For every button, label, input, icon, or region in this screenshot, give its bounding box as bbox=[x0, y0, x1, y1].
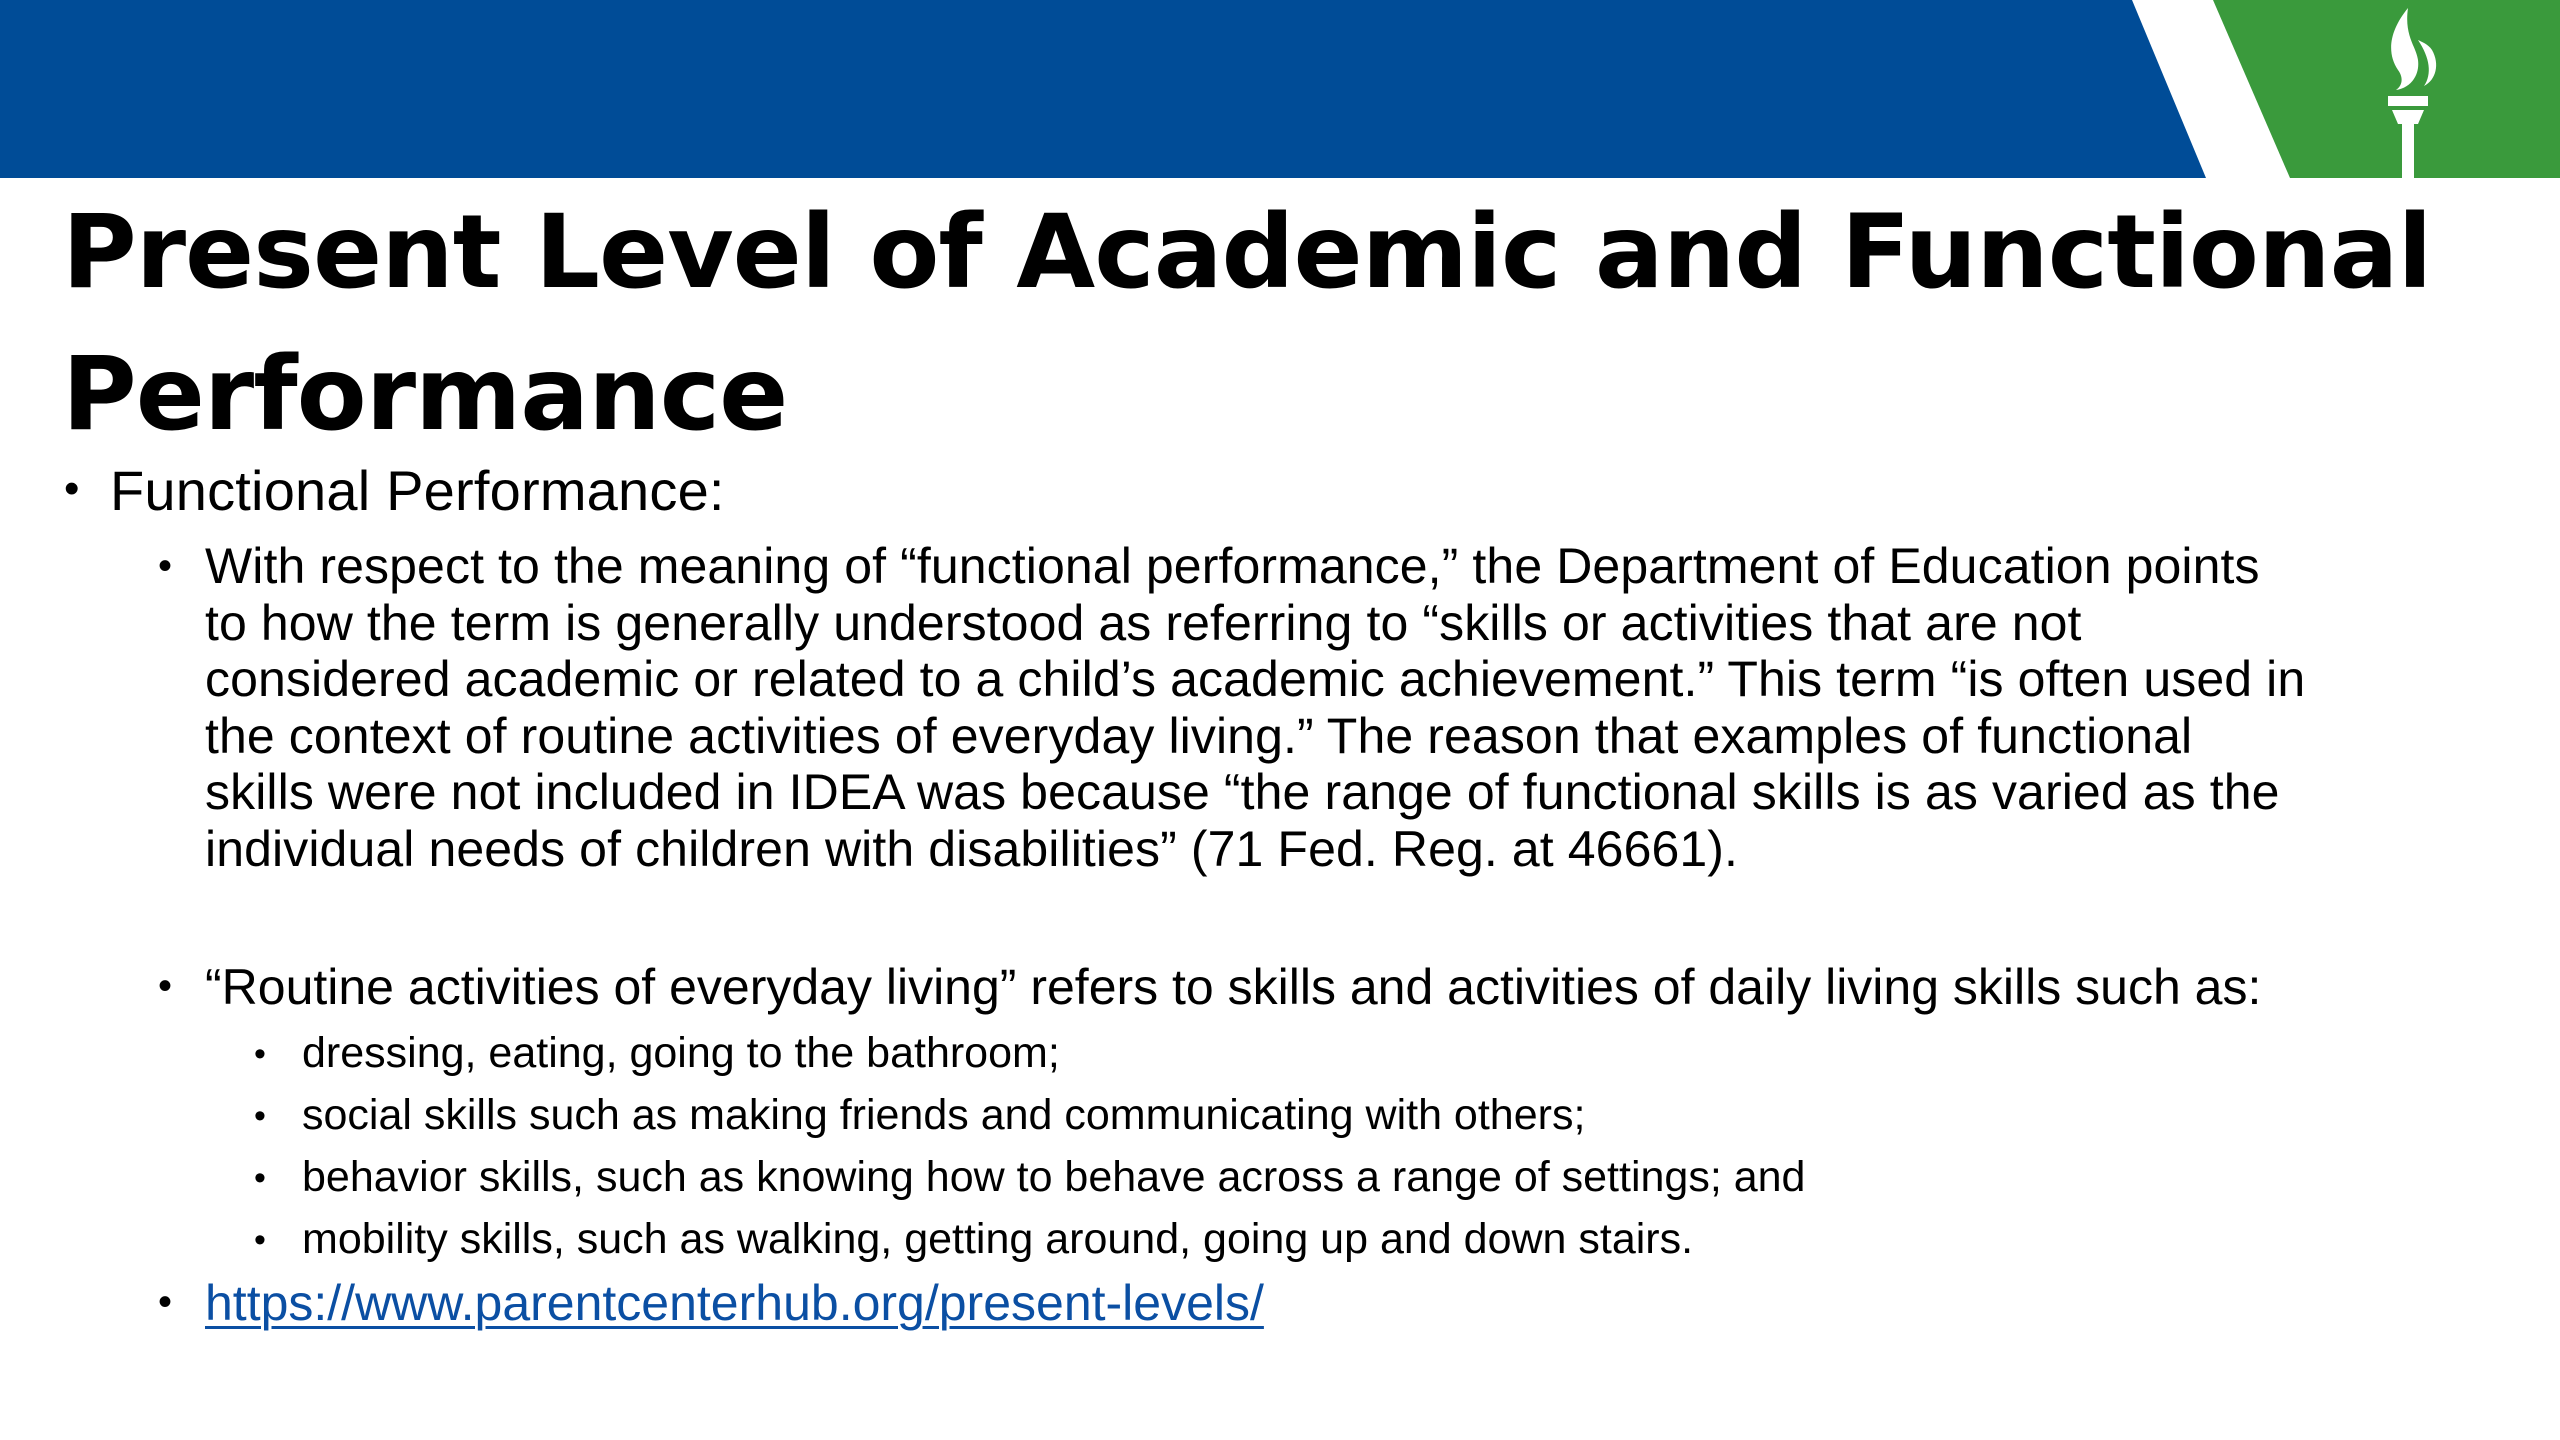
definition-line: With respect to the meaning of “functional performance,” the Department of Education points bbox=[205, 538, 2260, 594]
bullet-text: “Routine activities of everyday living” refers to skills and activities of daily living skills such as: bbox=[205, 959, 2262, 1015]
bullet-marker: • bbox=[158, 544, 173, 588]
bullet-functional-performance bbox=[0, 458, 2560, 528]
bullet-marker: • bbox=[254, 1159, 266, 1197]
example-text: dressing, eating, going to the bathroom; bbox=[302, 1029, 1060, 1077]
definition-line: skills were not included in IDEA was because “the range of functional skills is as varied as the bbox=[205, 764, 2280, 820]
example-item bbox=[0, 1215, 2560, 1269]
example-text: mobility skills, such as walking, getting around, going up and down stairs. bbox=[302, 1215, 1694, 1263]
bullet-marker: • bbox=[158, 964, 173, 1008]
definition-line: considered academic or related to a child’s academic achievement.” This term “is often used in bbox=[205, 651, 2306, 707]
definition-line: to how the term is generally understood as referring to “skills or activities that are not bbox=[205, 594, 2082, 651]
bullet-text: Functional Performance: bbox=[110, 459, 725, 522]
bullet-marker: • bbox=[64, 464, 80, 513]
definition-paragraph bbox=[205, 538, 2505, 877]
example-item bbox=[0, 1029, 2560, 1083]
bullet-link bbox=[0, 1274, 2560, 1338]
bullet-marker: • bbox=[254, 1097, 266, 1135]
definition-line: individual needs of children with disabilities” (71 Fed. Reg. at 46661). bbox=[205, 820, 1739, 877]
slide-title-line-1: Present Level of Academic and Functional bbox=[62, 193, 2432, 312]
bullet-marker: • bbox=[158, 1280, 173, 1324]
example-item bbox=[0, 1153, 2560, 1207]
bullet-routine-activities bbox=[0, 958, 2560, 1022]
definition-line: the context of routine activities of everyday living.” The reason that examples of functional bbox=[205, 707, 2193, 764]
bullet-marker: • bbox=[254, 1221, 266, 1259]
slide-title-line-2: Performance bbox=[62, 335, 788, 454]
example-item bbox=[0, 1091, 2560, 1145]
example-text: social skills such as making friends and communicating with others; bbox=[302, 1091, 1586, 1139]
parentcenterhub-link[interactable]: https://www.parentcenterhub.org/present-levels/ bbox=[205, 1275, 1264, 1331]
example-text: behavior skills, such as knowing how to behave across a range of settings; and bbox=[302, 1153, 1806, 1201]
bullet-marker: • bbox=[254, 1035, 266, 1073]
